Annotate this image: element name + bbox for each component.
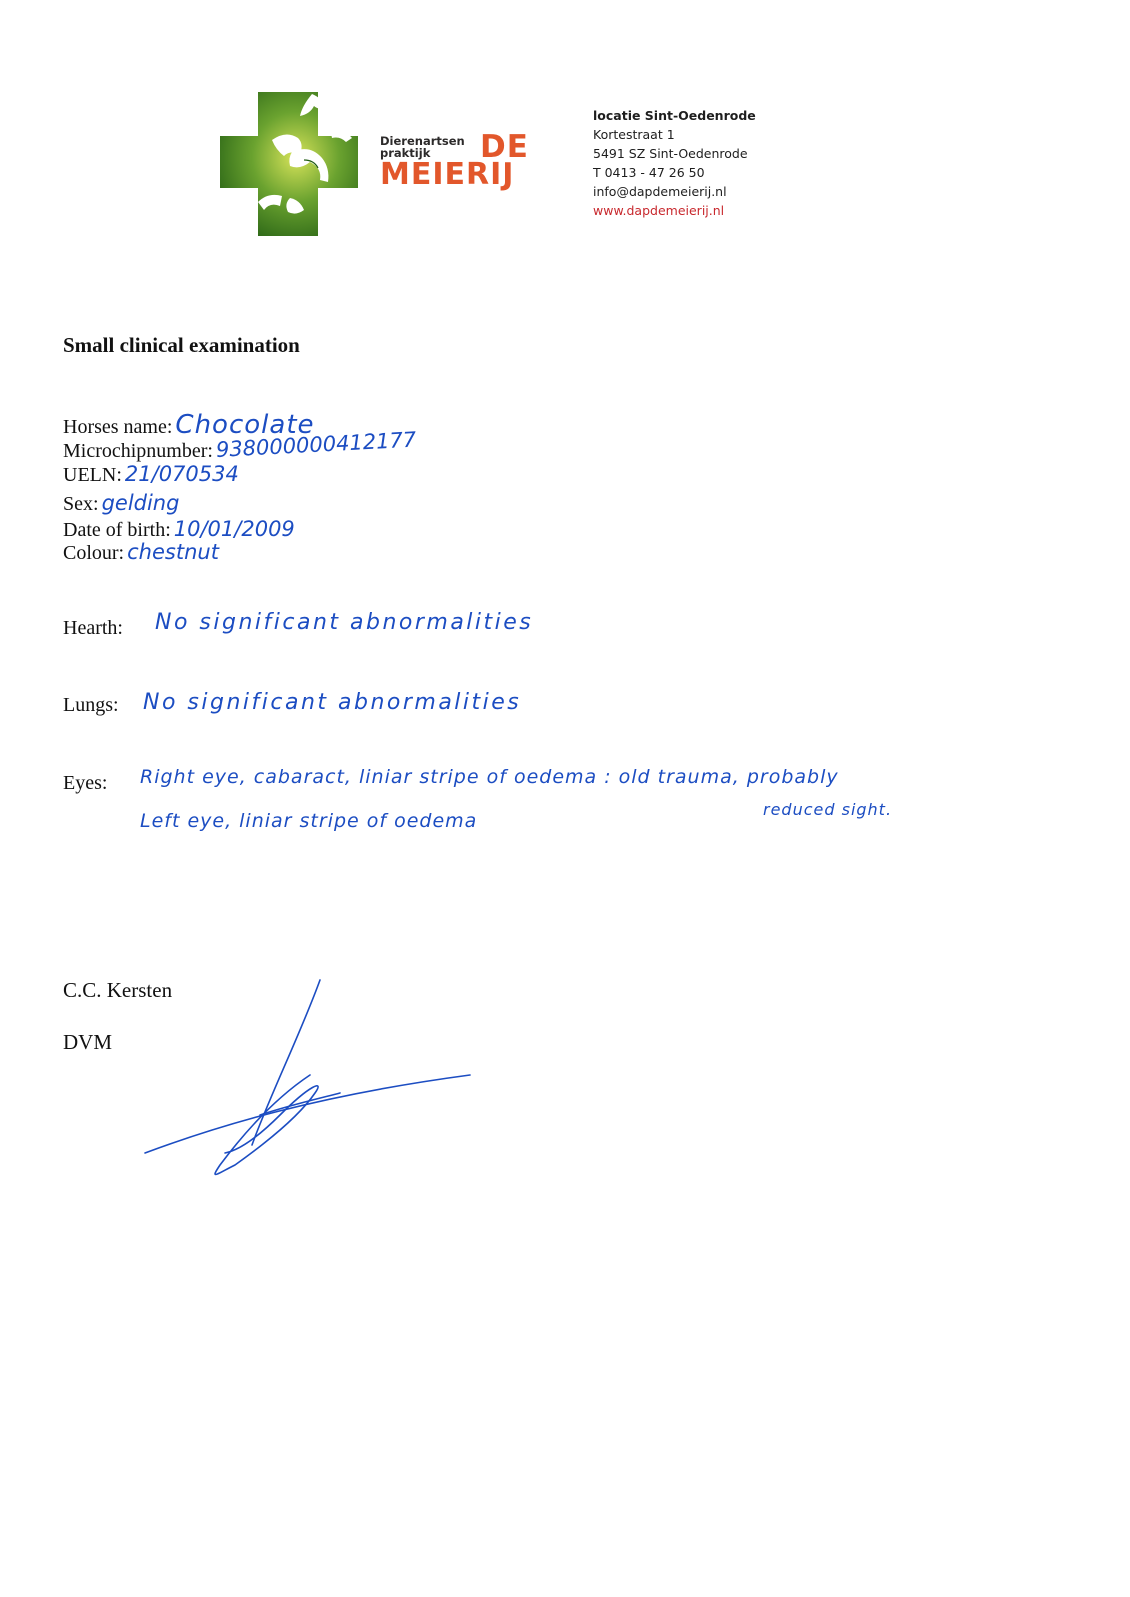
microchip-label: Microchipnumber: — [63, 440, 213, 462]
horse-name-label: Horses name: — [63, 416, 173, 438]
hearth-label: Hearth: — [63, 617, 123, 639]
signatory-name: C.C. Kersten — [63, 978, 173, 1002]
brand-line-1: Dierenartsen — [380, 134, 465, 148]
eyes-label: Eyes: — [63, 772, 108, 794]
address-phone: T 0413 - 47 26 50 — [593, 165, 705, 180]
field-date-of-birth — [63, 518, 295, 541]
brand-line-2: praktijk — [380, 146, 431, 160]
sex-value: gelding — [101, 491, 180, 515]
field-sex — [63, 492, 179, 515]
address-location: locatie Sint-Oedenrode — [593, 108, 756, 123]
lungs-value: No significant abnormalities — [143, 690, 522, 715]
page-title: Small clinical examination — [63, 333, 300, 357]
dob-label: Date of birth: — [63, 519, 171, 541]
brand-subtitle — [380, 135, 465, 159]
clinic-logo-icon — [220, 90, 360, 238]
eyes-right-value: Right eye, cabaract, liniar stripe of oedema : old trauma, probably — [140, 766, 839, 788]
signatory-title: DVM — [63, 1030, 113, 1054]
microchip-value: 938000000412177 — [215, 427, 417, 462]
dob-value: 10/01/2009 — [173, 517, 295, 541]
address-postal-city: 5491 SZ Sint-Oedenrode — [593, 146, 748, 161]
brand-meierij: MEIERIJ — [380, 157, 515, 192]
address-email: info@dapdemeierij.nl — [593, 184, 727, 199]
field-ueln — [63, 463, 239, 486]
eyes-left-value: Left eye, liniar stripe of oedema — [140, 810, 478, 832]
brand-de: DE — [480, 129, 529, 165]
hearth-value: No significant abnormalities — [155, 610, 534, 635]
eyes-right-continuation: reduced sight. — [763, 800, 893, 819]
field-colour — [63, 541, 219, 564]
clinic-address — [593, 106, 756, 220]
colour-label: Colour: — [63, 542, 125, 564]
sex-label: Sex: — [63, 493, 99, 515]
ueln-value: 21/070534 — [124, 462, 239, 486]
address-street: Kortestraat 1 — [593, 127, 675, 142]
colour-value: chestnut — [127, 540, 219, 564]
signature-icon — [140, 975, 480, 1185]
ueln-label: UELN: — [63, 464, 122, 486]
lungs-label: Lungs: — [63, 694, 119, 716]
horse-name-value: Chocolate — [175, 410, 315, 440]
address-website: www.dapdemeierij.nl — [593, 203, 725, 218]
